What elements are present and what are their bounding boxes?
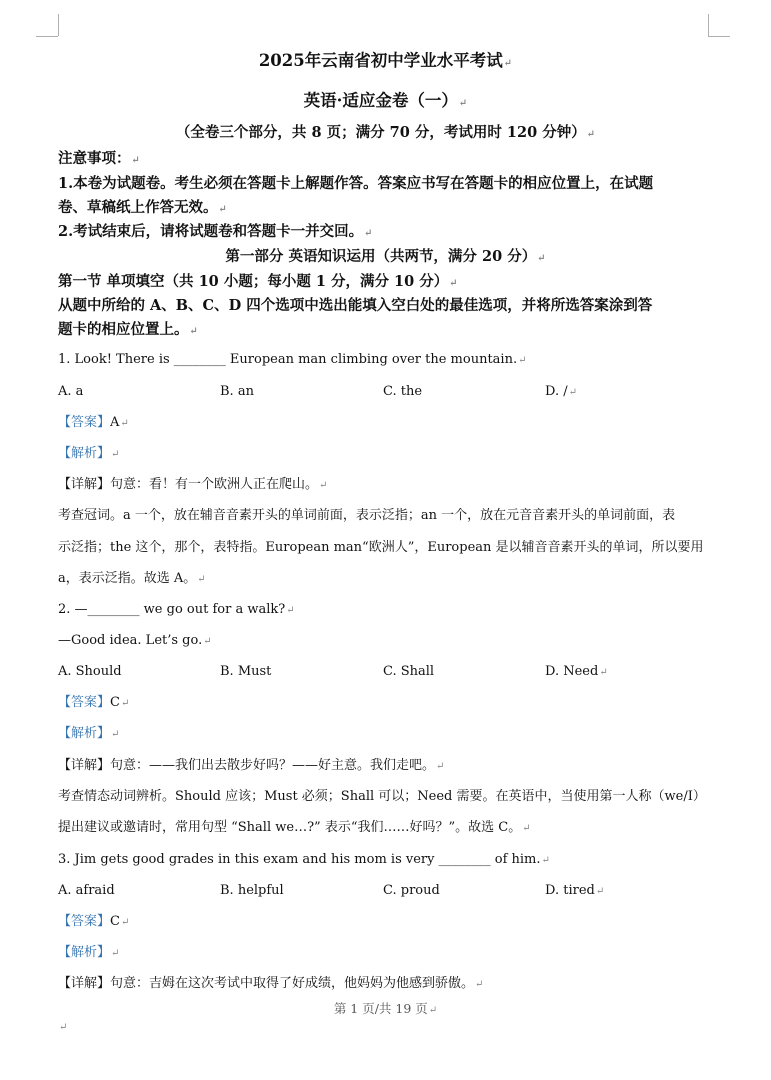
notes-heading: 注意事项：↵	[58, 150, 140, 167]
question-2-reply: —Good idea. Let’s go.↵	[58, 633, 212, 648]
instruction-line-1: 从题中所给的 A、B、C、D 四个选项中选出能填入空白处的最佳选项，并将所选答案涂到答	[58, 297, 653, 314]
question-1-option-a: A. a	[58, 384, 84, 399]
question-2-option-d: D. Need↵	[545, 664, 608, 679]
exam-info: （全卷三个部分，共 8 页；满分 70 分，考试用时 120 分钟）↵	[175, 124, 596, 141]
question-2-option-c: C. Shall	[383, 664, 435, 679]
question-1-answer: 【答案】A↵	[58, 415, 129, 430]
question-3-option-b: B. helpful	[220, 883, 284, 898]
page-footer: 第 1 页/共 19 页↵	[333, 1001, 438, 1016]
question-2-answer: 【答案】C↵	[58, 695, 130, 710]
question-1-explanation-line-3: a，表示泛指。故选 A。↵	[58, 571, 206, 586]
question-1-explanation-line-2: 示泛指；the 这个，那个，表特指。European man“欧洲人”，European 是以辅音音素开头的单词，所以要用	[58, 540, 704, 555]
crop-mark-top-right-h	[708, 36, 730, 37]
question-2-stem: 2. —________ we go out for a walk?↵	[58, 602, 295, 617]
question-1-explanation-line-1: 考查冠词。a 一个，放在辅音音素开头的单词前面，表示泛指；an 一个，放在元音音素开头的单词前面，表	[58, 508, 676, 523]
trailing-paragraph-mark: ↵	[59, 1022, 68, 1033]
notes-item-1-line-2: 卷、草稿纸上作答无效。↵	[58, 199, 227, 216]
question-3-analysis: 【解析】↵	[58, 945, 120, 960]
question-2-option-a: A. Should	[58, 664, 122, 679]
question-2-option-b: B. Must	[220, 664, 272, 679]
question-1-option-c: C. the	[383, 384, 423, 399]
question-3-option-d: D. tired↵	[545, 883, 605, 898]
instruction-line-2: 题卡的相应位置上。↵	[58, 321, 198, 338]
page-subtitle: 英语·适应金卷（一）↵	[303, 91, 468, 110]
question-3-detail: 【详解】句意：吉姆在这次考试中取得了好成绩，他妈妈为他感到骄傲。↵	[58, 976, 484, 991]
question-2-explanation-line-1: 考查情态动词辨析。Should 应该；Must 必须；Shall 可以；Need 需要。在英语中，当使用第一人称（we/I）	[58, 789, 706, 804]
question-3-answer: 【答案】C↵	[58, 914, 130, 929]
page-title: 2025年云南省初中学业水平考试↵	[258, 51, 513, 70]
question-2-detail: 【详解】句意：——我们出去散步好吗？——好主意。我们走吧。↵	[58, 758, 445, 773]
question-1-stem: 1. Look! There is ________ European man climbing over the mountain.↵	[58, 352, 527, 367]
section-1-title: 第一节 单项填空（共 10 小题；每小题 1 分，满分 10 分）↵	[58, 273, 458, 290]
part-1-title: 第一部分 英语知识运用（共两节，满分 20 分）↵	[225, 248, 546, 265]
crop-mark-top-left-v	[58, 14, 59, 36]
question-1-option-d: D. /↵	[545, 384, 577, 399]
notes-item-2: 2.考试结束后，请将试题卷和答题卡一并交回。↵	[58, 223, 373, 240]
question-1-option-b: B. an	[220, 384, 254, 399]
question-3-stem: 3. Jim gets good grades in this exam and his mom is very ________ of him.↵	[58, 852, 550, 867]
question-2-explanation-line-2: 提出建议或邀请时，常用句型 “Shall we…?” 表示“我们……好吗？”。故选 C。↵	[58, 820, 531, 835]
question-2-analysis: 【解析】↵	[58, 726, 120, 741]
crop-mark-top-left-h	[36, 36, 58, 37]
crop-mark-top-right-v	[708, 14, 709, 36]
question-1-analysis: 【解析】↵	[58, 446, 120, 461]
question-3-option-a: A. afraid	[58, 883, 115, 898]
question-1-detail: 【详解】句意：看！有一个欧洲人正在爬山。↵	[58, 477, 328, 492]
question-3-option-c: C. proud	[383, 883, 440, 898]
notes-item-1-line-1: 1.本卷为试题卷。考生必须在答题卡上解题作答。答案应书写在答题卡的相应位置上，在试题	[58, 175, 654, 192]
